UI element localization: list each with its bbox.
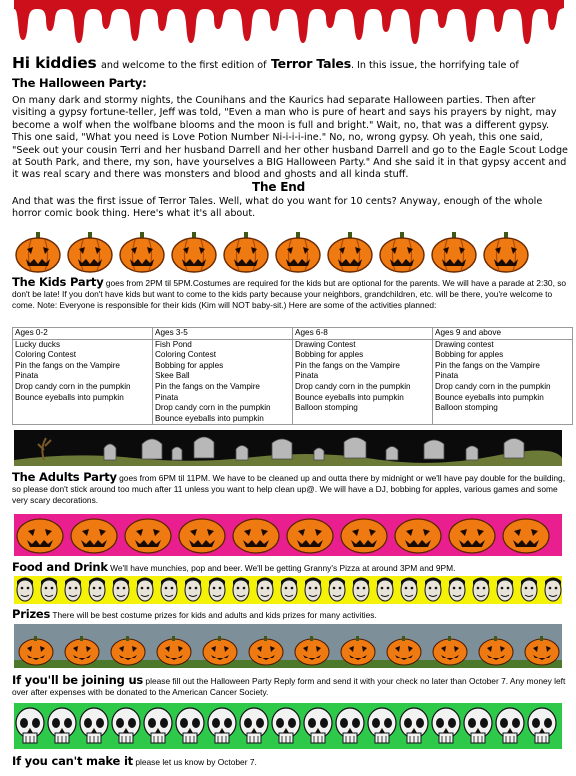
intro-text: and welcome to the first edition of (101, 60, 267, 71)
cant-make-it-section (12, 756, 568, 770)
joining-heading: If you'll be joining us (12, 675, 144, 687)
intro-text-end: . In this issue, the horrifying tale of (350, 60, 519, 71)
activity-item: Bobbing for apples (295, 350, 364, 360)
face-border-row (14, 576, 562, 604)
activity-column (13, 339, 153, 425)
table-header-cell: Ages 0-2 (13, 328, 153, 340)
activity-item: Pin the fangs on the Vampire (155, 381, 260, 391)
activity-item: Drawing Contest (295, 339, 356, 349)
terror-tales-title: Terror Tales (271, 56, 351, 71)
table-header-cell: Ages 9 and above (433, 328, 573, 340)
activity-item: Skee Ball (155, 371, 190, 381)
table-header-cell: Ages 6-8 (293, 328, 433, 340)
adults-party-heading: The Adults Party (12, 472, 117, 484)
activity-column (433, 339, 573, 425)
activity-item: Coloring Contest (15, 350, 76, 360)
prizes-body: There will be best costume prizes for kids and adults and kids prizes for many activities. (52, 610, 377, 620)
joining-body: please fill out the Halloween Party Reply form and send it with your check no later than October 7. Any money left over after expenses with be donated to the American Cancer Society. (12, 676, 566, 698)
prizes-heading: Prizes (12, 607, 51, 621)
blood-drip-banner (0, 0, 576, 48)
magenta-pumpkin-border-row (14, 514, 562, 556)
activity-item: Drop candy corn in the pumpkin (15, 381, 131, 391)
activity-item: Pinata (435, 371, 459, 381)
activity-item: Pinata (295, 371, 319, 381)
activity-item: Drawing contest (435, 339, 494, 349)
prizes-section (12, 609, 568, 623)
story-outro: And that was the first issue of Terror Tales. Well, what do you want for 10 cents? Anyway, enough of the whole horror comic book thing. Here's what it's all about. (12, 196, 543, 220)
the-end-heading: The End (252, 180, 305, 194)
food-drink-body: We'll have munchies, pop and beer. We'll be getting Granny's Pizza at around 3PM and 9PM. (110, 563, 456, 573)
table-header-row (13, 328, 573, 340)
greeting-heading: Hi kiddies (12, 54, 97, 72)
activity-item: Pinata (155, 392, 179, 402)
activity-item: Bobbing for apples (155, 360, 224, 370)
pumpkin-border-row (14, 230, 562, 274)
graveyard-border-row (14, 430, 562, 466)
activity-column (293, 339, 433, 425)
activity-item: Drop candy corn in the pumpkin (295, 381, 411, 391)
activities-table (12, 327, 573, 425)
pumpkin-patch-border-row (14, 624, 562, 668)
activity-item: Bounce eyeballs into pumpkin (435, 392, 544, 402)
face-icon (17, 578, 33, 602)
activity-item: Drop candy corn in the pumpkin (155, 403, 271, 413)
adults-party-section (12, 472, 568, 514)
story-heading: The Halloween Party: (12, 76, 147, 90)
activity-item: Bobbing for apples (435, 350, 504, 360)
story-body: On many dark and stormy nights, the Counihans and the Kaurics had separate Halloween parties. Then after visiting a gypsy fortune-teller, Jeff was told, "Even a man who is pure of heart and says his prayers by night, may become a wolf when the wolfbane blooms and the moon is full and bright." Wait, no, that was a different gypsy. This one said, "What you need is Love Potion Number Ni-i-i-i-ine." No, no, wrong gypsy. Oh yeah, this one said, "Seek out your cousin Terri and her husband Darrell and her other husband Darrell and go to the Eagle Scout Lodge at South Park, and there, my son, have yourselves a BIG Halloween Party." And she said it in that gypsy accent and it was real scary and there was monsters and blood and ghosts and all kinda stuff. (12, 95, 568, 181)
activity-column (153, 339, 293, 425)
pumpkin-icon (16, 232, 60, 272)
activity-item: Pin the fangs on the Vampire (15, 360, 120, 370)
food-drink-heading: Food and Drink (12, 560, 108, 574)
kids-party-heading: The Kids Party (12, 277, 104, 289)
activity-item: Balloon stomping (295, 403, 358, 413)
activity-item: Bounce eyeballs into pumpkin (15, 392, 124, 402)
cant-make-it-heading: If you can't make it (12, 754, 133, 768)
activity-item: Bounce eyeballs into pumpkin (295, 392, 404, 402)
adults-party-body: goes from 6PM til 11PM. We have to be cleaned up and outta there by midnight or we'll have pay double for the building, so please don't stick around too much after 11 unless you want to help clean up@. We will have a DJ, bobbing for apples, various games and some very scary decorations. (12, 473, 566, 506)
food-drink-section (12, 562, 568, 576)
activity-item: Pin the fangs on the Vampire (295, 360, 400, 370)
activity-item: Fish Pond (155, 339, 192, 349)
cant-make-it-body: please let us know by October 7. (135, 757, 257, 767)
activity-item: Bounce eyeballs into pumpkin (155, 413, 264, 423)
activity-item: Drop candy corn in the pumpkin (435, 381, 551, 391)
activity-item: Pinata (15, 371, 39, 381)
activity-item: Lucky ducks (15, 339, 61, 349)
kids-party-section (12, 277, 568, 327)
intro-line (12, 54, 568, 72)
activity-item: Pin the fangs on the Vampire (435, 360, 540, 370)
activity-item: Coloring Contest (155, 350, 216, 360)
skull-border-row (14, 703, 562, 749)
table-row (13, 339, 573, 425)
kids-party-body: goes from 2PM til 5PM.Costumes are required for the kids but are optional for the parents. We will have a parade at 2:30, so don't be late! If you don't have kids but want to come to the kids party because your neighbors, grandchildren, etc. will be there, you're welcome to come. Note: Everyone is responsible for their kids (Kim will NOT baby-sit.) Here are some of the activities planned: (12, 278, 567, 311)
activity-item: Balloon stomping (435, 403, 498, 413)
table-header-cell: Ages 3-5 (153, 328, 293, 340)
joining-section (12, 675, 568, 701)
